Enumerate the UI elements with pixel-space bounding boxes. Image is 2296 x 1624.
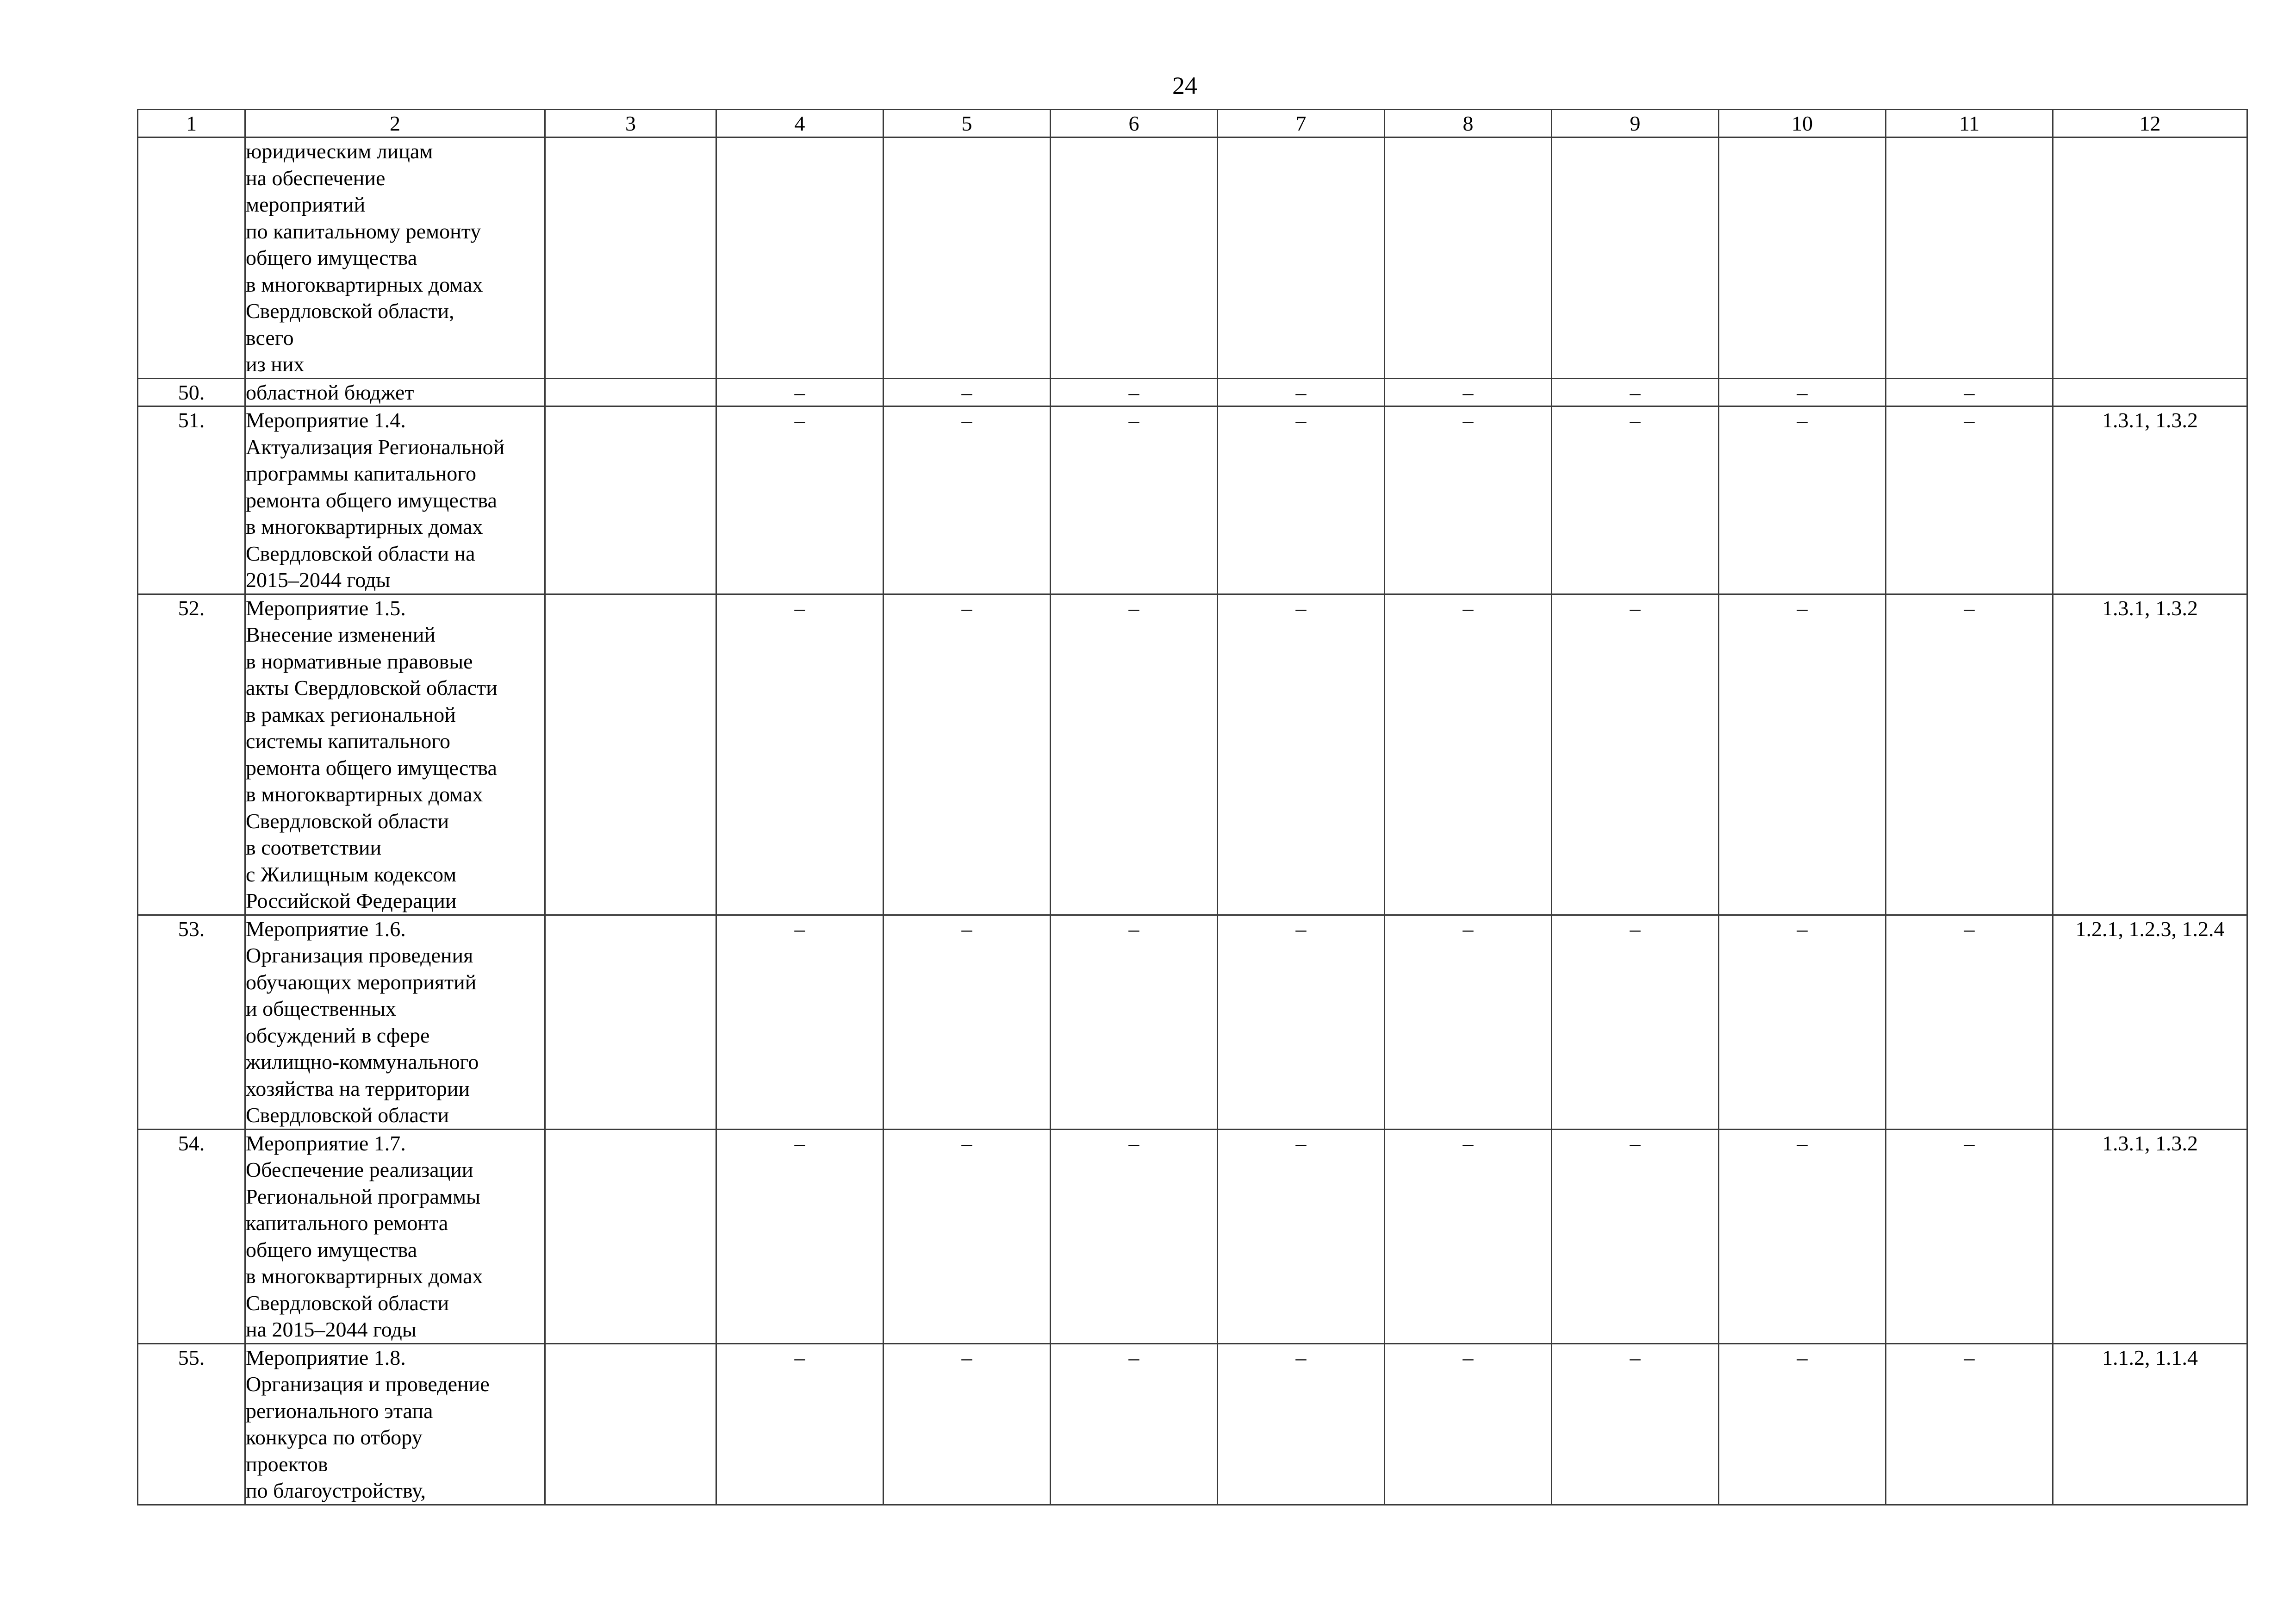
table-cell: – (1218, 594, 1385, 915)
table-cell (545, 594, 716, 915)
table-cell: – (1051, 915, 1218, 1129)
table-cell: – (1051, 406, 1218, 594)
table-row (138, 1343, 2247, 1505)
table-cell: – (884, 594, 1051, 915)
table-cell (545, 915, 716, 1129)
table-cell (545, 1129, 716, 1343)
measure-name: Мероприятие 1.7. Обеспечение реализации Региональной программы капитального ремонта общего имущества в многоквартирных домах Свердловской области на 2015–2044 годы (245, 1129, 545, 1343)
table-cell: – (1385, 594, 1552, 915)
table-cell: – (1552, 378, 1719, 406)
table-cell: – (1886, 915, 2053, 1129)
table-cell (1218, 137, 1385, 379)
table-cell: – (716, 594, 884, 915)
table-cell: – (1886, 594, 2053, 915)
table-cell: – (884, 1129, 1051, 1343)
table-cell: – (1218, 1343, 1385, 1505)
column-header: 3 (545, 110, 716, 137)
table-cell (1886, 137, 2053, 379)
table-row (138, 1129, 2247, 1343)
table-header-row (138, 110, 2247, 137)
table-cell: – (884, 915, 1051, 1129)
table-cell: – (716, 915, 884, 1129)
table-row (138, 137, 2247, 379)
table-cell: – (1051, 1129, 1218, 1343)
column-header: 12 (2053, 110, 2247, 137)
measure-name: юридическим лицам на обеспечение мероприятий по капитальному ремонту общего имущества в многоквартирных домах Свердловской области, всего из них (245, 137, 545, 379)
measure-name: Мероприятие 1.6. Организация проведения обучающих мероприятий и общественных обсуждений в сфере жилищно-коммунального хозяйства на территории Свердловской области (245, 915, 545, 1129)
table-cell: – (1051, 594, 1218, 915)
table-cell: – (1051, 1343, 1218, 1505)
table-cell: – (1886, 1129, 2053, 1343)
table-row (138, 594, 2247, 915)
measure-name: Мероприятие 1.4. Актуализация Региональной программы капитального ремонта общего имущества в многоквартирных домах Свердловской области на 2015–2044 годы (245, 406, 545, 594)
table-cell: – (1218, 378, 1385, 406)
column-header: 6 (1051, 110, 1218, 137)
target-indicators (2053, 137, 2247, 379)
column-header: 10 (1719, 110, 1886, 137)
table-cell: – (1719, 1343, 1886, 1505)
row-number: 53. (138, 915, 245, 1129)
table-cell: – (1385, 1129, 1552, 1343)
table-cell (1552, 137, 1719, 379)
target-indicators: 1.2.1, 1.2.3, 1.2.4 (2053, 915, 2247, 1129)
table-cell: – (716, 1129, 884, 1343)
column-header: 5 (884, 110, 1051, 137)
program-measures-table (137, 109, 2248, 1505)
table-cell (545, 137, 716, 379)
table-cell: – (1552, 406, 1719, 594)
table-cell: – (1886, 406, 2053, 594)
table-cell (545, 406, 716, 594)
row-number (138, 137, 245, 379)
table-cell: – (1552, 915, 1719, 1129)
row-number: 50. (138, 378, 245, 406)
measure-name: Мероприятие 1.8. Организация и проведение регионального этапа конкурса по отбору проектов по благоустройству, (245, 1343, 545, 1505)
table-cell (884, 137, 1051, 379)
table-cell: – (1385, 406, 1552, 594)
table-cell: – (1552, 1343, 1719, 1505)
row-number: 55. (138, 1343, 245, 1505)
measure-name: областной бюджет (245, 378, 545, 406)
table-cell: – (1218, 915, 1385, 1129)
table-cell: – (1886, 378, 2053, 406)
row-number: 52. (138, 594, 245, 915)
table-cell: – (716, 378, 884, 406)
row-number: 54. (138, 1129, 245, 1343)
target-indicators: 1.3.1, 1.3.2 (2053, 406, 2247, 594)
column-header: 11 (1886, 110, 2053, 137)
table-cell: – (884, 1343, 1051, 1505)
table-cell (1719, 137, 1886, 379)
table-cell (545, 1343, 716, 1505)
row-number: 51. (138, 406, 245, 594)
target-indicators: 1.3.1, 1.3.2 (2053, 594, 2247, 915)
table-cell: – (1218, 1129, 1385, 1343)
table-row (138, 915, 2247, 1129)
table-cell: – (1886, 1343, 2053, 1505)
column-header: 1 (138, 110, 245, 137)
table-cell (716, 137, 884, 379)
column-header: 2 (245, 110, 545, 137)
table-cell (1051, 137, 1218, 379)
table-cell (1385, 137, 1552, 379)
column-header: 8 (1385, 110, 1552, 137)
target-indicators: 1.3.1, 1.3.2 (2053, 1129, 2247, 1343)
table-cell: – (1385, 915, 1552, 1129)
table-cell: – (1719, 378, 1886, 406)
table-cell: – (716, 406, 884, 594)
table-row (138, 406, 2247, 594)
table-cell: – (1218, 406, 1385, 594)
table-row (138, 378, 2247, 406)
table-cell: – (1051, 378, 1218, 406)
table-cell: – (1552, 1129, 1719, 1343)
target-indicators (2053, 378, 2247, 406)
column-header: 9 (1552, 110, 1719, 137)
table-cell: – (884, 378, 1051, 406)
page-number: 24 (1172, 72, 1197, 100)
table-cell: – (1719, 915, 1886, 1129)
table-cell: – (1552, 594, 1719, 915)
measure-name: Мероприятие 1.5. Внесение изменений в нормативные правовые акты Свердловской области в рамках региональной системы капитального ремонта общего имущества в многоквартирных домах Свердловской области в соответствии с Жилищным кодексом Российской Федерации (245, 594, 545, 915)
table-cell: – (884, 406, 1051, 594)
table-cell: – (716, 1343, 884, 1505)
table-cell: – (1719, 1129, 1886, 1343)
column-header: 4 (716, 110, 884, 137)
table-cell: – (1719, 594, 1886, 915)
column-header: 7 (1218, 110, 1385, 137)
table-cell: – (1385, 378, 1552, 406)
table-cell (545, 378, 716, 406)
table-cell: – (1385, 1343, 1552, 1505)
table-cell: – (1719, 406, 1886, 594)
target-indicators: 1.1.2, 1.1.4 (2053, 1343, 2247, 1505)
